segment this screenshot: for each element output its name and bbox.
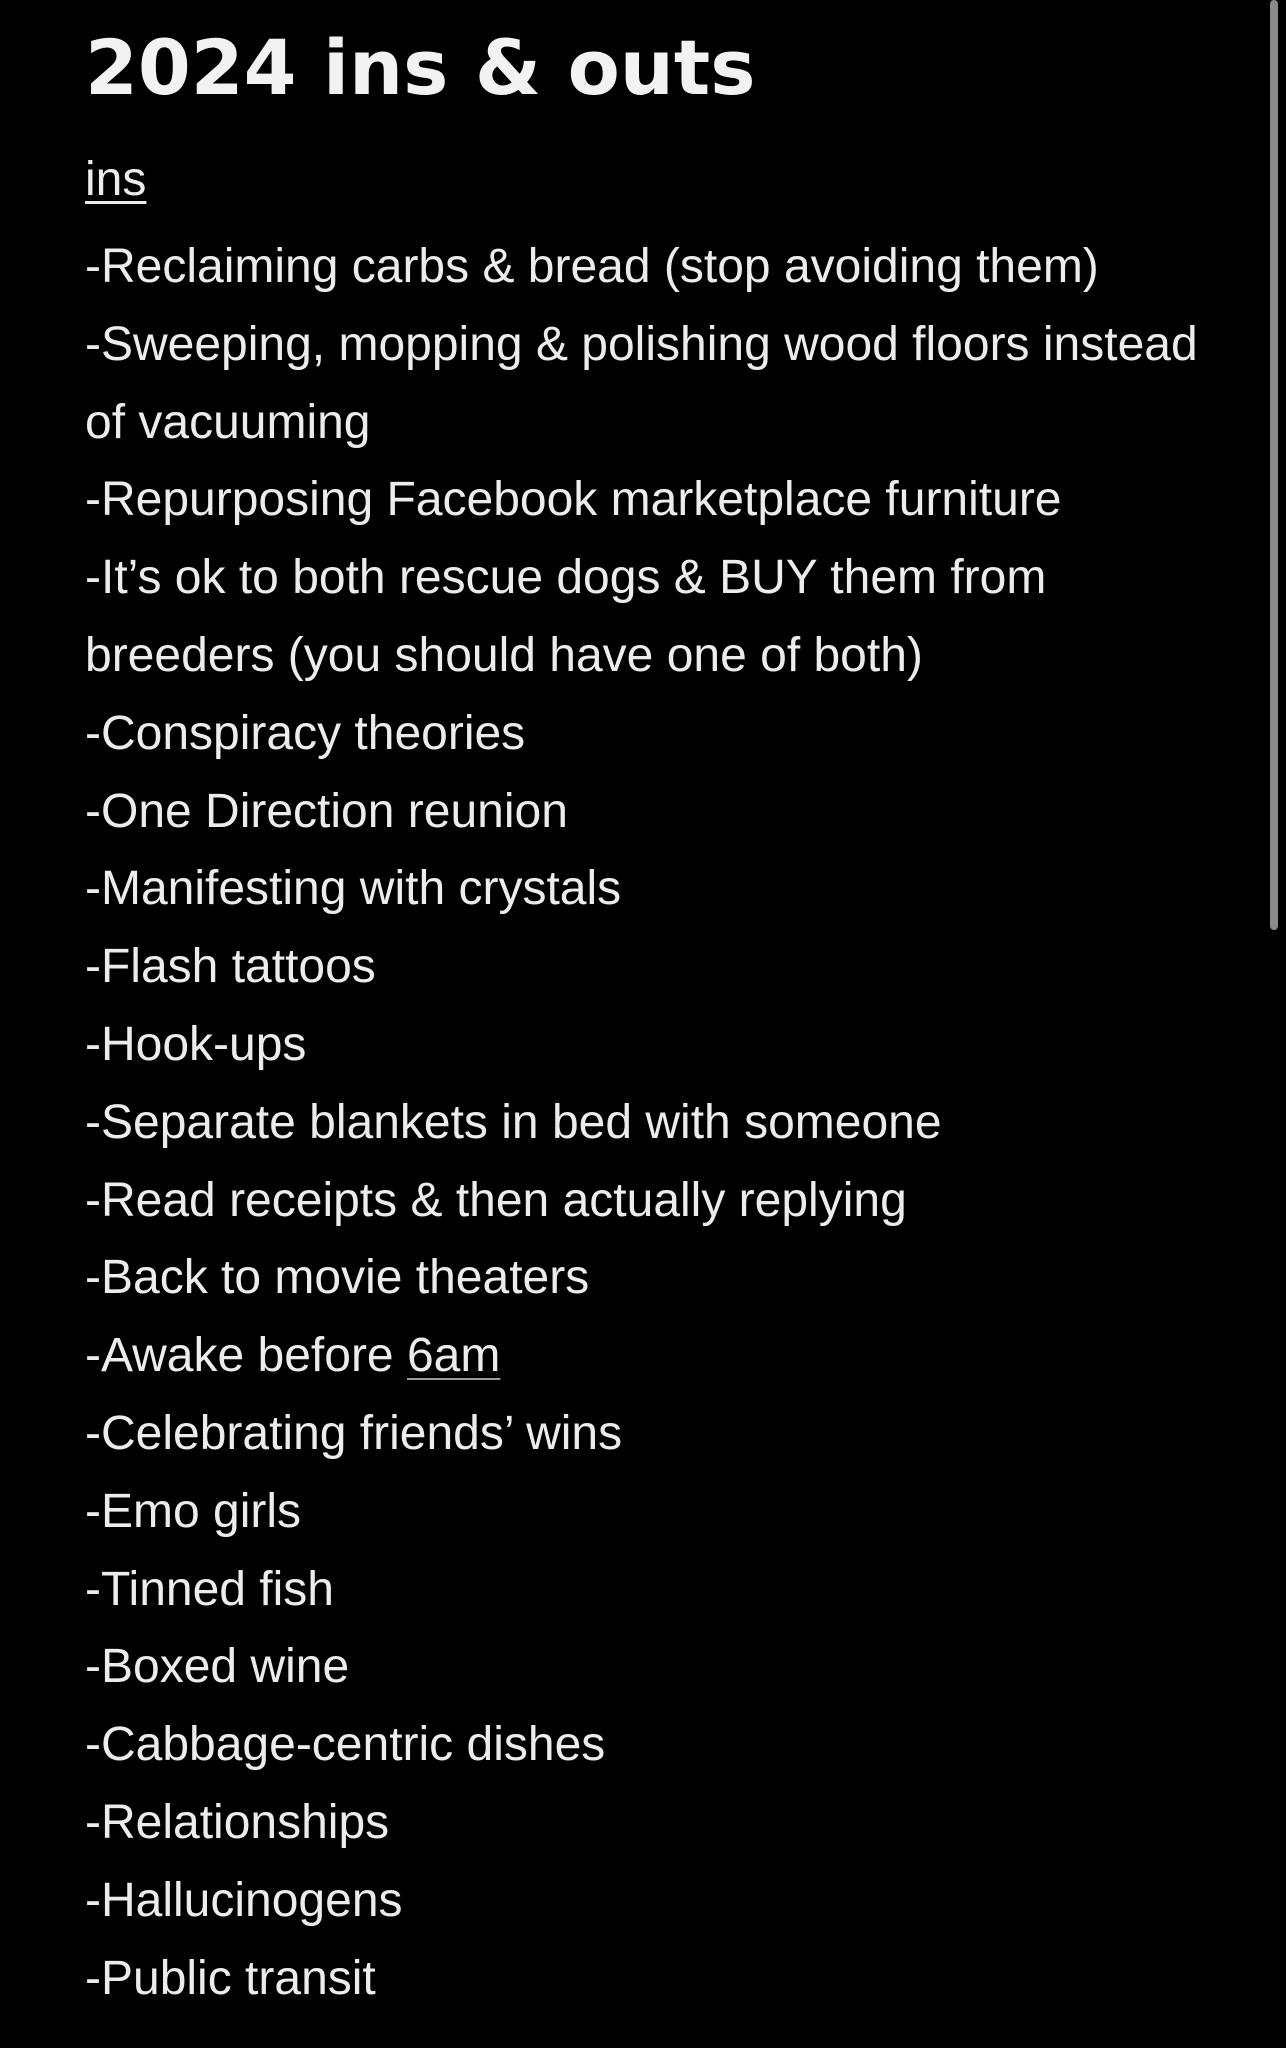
list-item[interactable]: -Reclaiming carbs & bread (stop avoiding them) — [85, 240, 1099, 293]
list-item[interactable]: -Flash tattoos — [85, 940, 376, 994]
ins-list — [85, 228, 1225, 2017]
list-item[interactable]: -Cabbage-centric dishes — [85, 1718, 606, 1772]
note-content[interactable] — [85, 20, 1225, 2017]
list-item[interactable]: -Hallucinogens — [85, 1873, 403, 1927]
list-item[interactable]: -Hook-ups — [85, 1017, 307, 1071]
scrollbar[interactable] — [1270, 0, 1278, 930]
list-item[interactable]: -Public transit — [85, 1951, 376, 2005]
list-item[interactable]: -It’s ok to both rescue dogs & BUY them from breeders (you should have one of both) — [85, 551, 1047, 682]
note-title[interactable]: 2024 ins & outs — [85, 23, 756, 112]
list-item[interactable]: -Separate blankets in bed with someone — [85, 1095, 942, 1149]
list-item[interactable]: -Relationships — [85, 1795, 390, 1849]
list-item[interactable]: -Conspiracy theories — [85, 706, 526, 760]
list-item-awake[interactable] — [85, 1317, 1225, 1395]
section-heading-ins[interactable]: ins — [85, 153, 147, 206]
list-item[interactable]: -Back to movie theaters — [85, 1251, 590, 1305]
list-item[interactable]: -Repurposing Facebook marketplace furniture — [85, 473, 1062, 527]
list-item-text: -Awake before — [85, 1329, 407, 1383]
time-link[interactable]: 6am — [406, 1329, 501, 1383]
list-item[interactable]: -Manifesting with crystals — [85, 862, 622, 916]
list-item[interactable]: -Emo girls — [85, 1484, 302, 1538]
list-item[interactable]: -Sweeping, mopping & polishing wood floors instead of vacuuming — [85, 317, 1198, 449]
list-item[interactable]: -Tinned fish — [85, 1562, 334, 1616]
list-item[interactable]: -Celebrating friends’ wins — [85, 1406, 623, 1460]
list-item[interactable]: -Read receipts & then actually replying — [85, 1173, 907, 1227]
list-item[interactable]: -One Direction reunion — [85, 784, 568, 838]
list-item[interactable]: -Boxed wine — [85, 1640, 350, 1694]
